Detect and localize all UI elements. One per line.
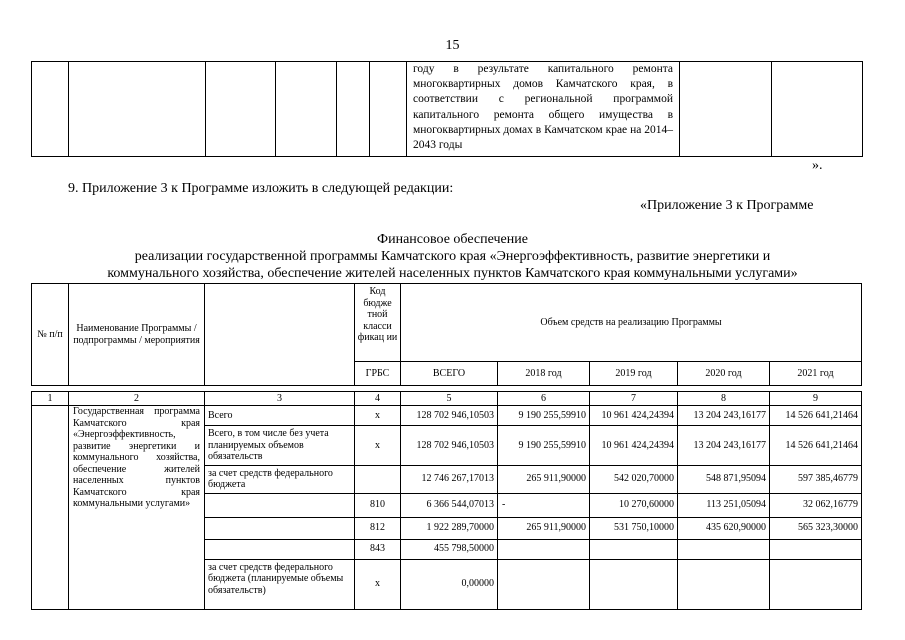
header-empty [205, 284, 355, 386]
empty-cell [772, 62, 863, 157]
empty-cell [69, 62, 206, 157]
header-name: Наименование Программы / подпрограммы / мероприятия [69, 284, 205, 386]
col-number: 6 [498, 392, 590, 406]
row-2021: 14 526 641,21464 [770, 406, 862, 426]
row-label: за счет средств федерального бюджета [205, 465, 355, 493]
appendix-label: «Приложение 3 к Программе [640, 198, 814, 213]
row-grbs [355, 465, 401, 493]
row-label: Всего, в том числе без учета планируемых объемов обязательств [205, 426, 355, 466]
program-name: Государственная программа Камчатского края «Энергоэффективность, развитие энергетики и коммунального хозяйства, обеспечение жителей населенных пунктов Камчатского края коммунальными услугами» [73, 406, 200, 509]
row-grbs: x [355, 406, 401, 426]
row-2021 [770, 539, 862, 559]
result-text-cell [407, 62, 680, 157]
row-2019 [590, 559, 678, 609]
empty-cell [337, 62, 370, 157]
col-number: 7 [590, 392, 678, 406]
header-2018: 2018 год [498, 362, 590, 386]
row-2018: 9 190 255,59910 [498, 406, 590, 426]
header-2020: 2020 год [678, 362, 770, 386]
row-total: 128 702 946,10503 [401, 406, 498, 426]
empty-cell [276, 62, 337, 157]
empty-cell [370, 62, 407, 157]
page-number: 15 [445, 38, 460, 53]
row-total: 12 746 267,17013 [401, 465, 498, 493]
row-2019: 10 961 424,24394 [590, 406, 678, 426]
col-number: 2 [69, 392, 205, 406]
row-2018 [498, 559, 590, 609]
row-2019: 531 750,10000 [590, 517, 678, 539]
financing-table [31, 283, 862, 610]
table-row [32, 406, 862, 426]
empty-cell [32, 62, 69, 157]
result-text: году в результате капитального ремонта многоквартирных домов Камчатского края, в соответствии с региональной программой капитального ремонта общего имущества в многоквартирных домах в Камчатском крае на 2014–2043 годы [413, 63, 673, 152]
header-2019: 2019 год [590, 362, 678, 386]
row-label [205, 539, 355, 559]
row-label: за счет средств федерального бюджета (планируемые объемы обязательств) [205, 559, 355, 609]
row-2021: 597 385,46779 [770, 465, 862, 493]
row-2019: 542 020,70000 [590, 465, 678, 493]
row-2020: 13 204 243,16177 [678, 426, 770, 466]
row-label [205, 517, 355, 539]
col-number: 8 [678, 392, 770, 406]
row-total: 128 702 946,10503 [401, 426, 498, 466]
document-subtitle-line1: реализации государственной программы Камчатского края «Энергоэффективность, развитие энергетики и [134, 249, 771, 264]
col-number: 9 [770, 392, 862, 406]
row-grbs: x [355, 426, 401, 466]
row-2018: 265 911,90000 [498, 517, 590, 539]
program-name-cell [69, 406, 205, 610]
row-2020: 435 620,90000 [678, 517, 770, 539]
row-2021 [770, 559, 862, 609]
continuation-table [31, 61, 863, 157]
document-title: Финансовое обеспечение [377, 232, 528, 247]
row-total: 455 798,50000 [401, 539, 498, 559]
row-2020: 113 251,05094 [678, 493, 770, 517]
row-grbs: 810 [355, 493, 401, 517]
col-number: 1 [32, 392, 69, 406]
row-2020: 13 204 243,16177 [678, 406, 770, 426]
quote-end: ». [812, 158, 823, 173]
col-number: 5 [401, 392, 498, 406]
row-2021: 565 323,30000 [770, 517, 862, 539]
row-total: 1 922 289,70000 [401, 517, 498, 539]
row-2019 [590, 539, 678, 559]
row-2018: 9 190 255,59910 [498, 426, 590, 466]
row-2018 [498, 539, 590, 559]
row-2021: 32 062,16779 [770, 493, 862, 517]
row-2021: 14 526 641,21464 [770, 426, 862, 466]
col-number: 3 [205, 392, 355, 406]
row-2019: 10 270,60000 [590, 493, 678, 517]
row-total: 6 366 544,07013 [401, 493, 498, 517]
row-grbs: x [355, 559, 401, 609]
row-grbs: 843 [355, 539, 401, 559]
row-2020: 548 871,95094 [678, 465, 770, 493]
row-2020 [678, 559, 770, 609]
amendment-paragraph: 9. Приложение 3 к Программе изложить в следующей редакции: [68, 181, 454, 196]
header-2021: 2021 год [770, 362, 862, 386]
header-num: № п/п [32, 284, 69, 386]
row-label [205, 493, 355, 517]
row-grbs: 812 [355, 517, 401, 539]
num-cell [32, 406, 69, 610]
document-subtitle-line2: коммунального хозяйства, обеспечение жителей населенных пунктов Камчатского края коммунальными услугами» [107, 266, 798, 281]
row-2018: 265 911,90000 [498, 465, 590, 493]
row-total: 0,00000 [401, 559, 498, 609]
col-number: 4 [355, 392, 401, 406]
row-2019: 10 961 424,24394 [590, 426, 678, 466]
row-label: Всего [205, 406, 355, 426]
header-grbs: ГРБС [355, 362, 401, 386]
header-total: ВСЕГО [401, 362, 498, 386]
row-2020 [678, 539, 770, 559]
row-2018: - [498, 493, 590, 517]
header-volume: Объем средств на реализацию Программы [401, 284, 862, 362]
header-code: Код бюдже тной класси фикац ии [355, 284, 401, 362]
empty-cell [206, 62, 276, 157]
empty-cell [680, 62, 772, 157]
